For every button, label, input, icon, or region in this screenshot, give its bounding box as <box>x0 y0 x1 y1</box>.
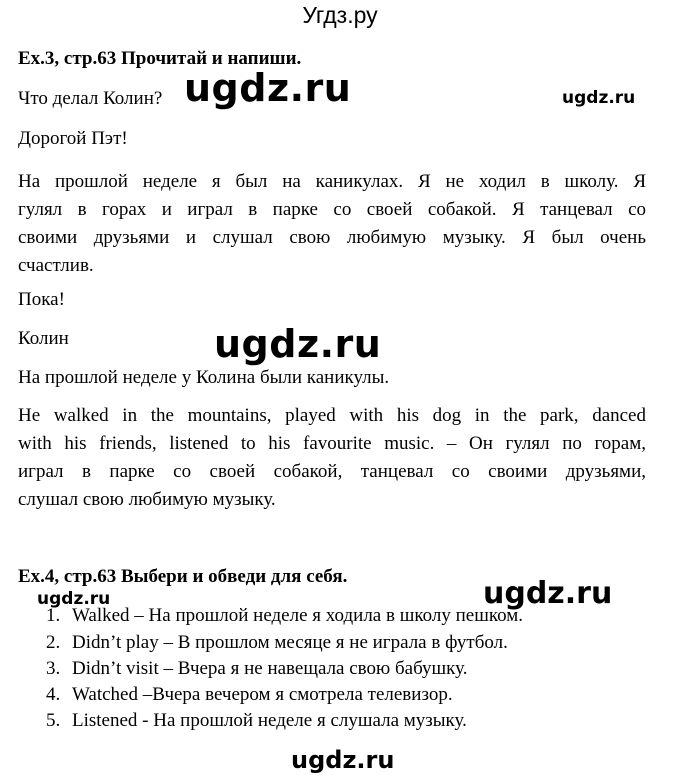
list-number: 4. <box>46 684 61 705</box>
answer-line: with his friends, listened to his favourite music. – Он гулял по горам, <box>18 433 646 454</box>
list-text: Didn’t play – В прошлом месяце я не играла в футбол. <box>72 632 508 653</box>
watermark-top: ugdz.ru <box>184 66 352 110</box>
ex3-answer-ru: На прошлой неделе у Колина были каникулы. <box>18 367 390 388</box>
ex3-greeting: Дорогой Пэт! <box>18 128 128 149</box>
list-text: Didn’t visit – Вчера я не навещала свою бабушку. <box>72 658 468 679</box>
watermark-middle: ugdz.ru <box>214 322 382 366</box>
letter-line: своими друзьями и слушал свою любимую музыку. Я был очень <box>18 227 646 248</box>
list-item <box>46 710 467 732</box>
list-number: 5. <box>46 710 61 731</box>
watermark-small-left: ugdz.ru <box>37 589 111 609</box>
answer-line: He walked in the mountains, played with his dog in the park, danced <box>18 405 646 426</box>
ex3-letter <box>18 168 646 280</box>
list-item <box>46 684 453 706</box>
list-text: Walked – На прошлой неделе я ходила в школу пешком. <box>72 605 523 626</box>
ex3-signature: Колин <box>18 328 69 349</box>
watermark-bottom: ugdz.ru <box>291 746 395 774</box>
list-item <box>46 658 467 680</box>
watermark-small-right: ugdz.ru <box>562 88 636 108</box>
letter-line: гулял в горах и играл в парке со своей собакой. Я танцевал со <box>18 199 646 220</box>
ex3-answer <box>18 402 646 514</box>
list-number: 2. <box>46 632 61 653</box>
list-text: Listened - На прошлой неделе я слушала музыку. <box>72 710 467 731</box>
ex3-bye: Пока! <box>18 289 65 310</box>
watermark-mid-right: ugdz.ru <box>483 576 613 611</box>
list-text: Watched –Вчера вечером я смотрела телевизор. <box>72 684 453 705</box>
list-item <box>46 632 508 654</box>
list-item <box>46 605 523 627</box>
letter-line: На прошлой неделе я был на каникулах. Я не ходил в школу. Я <box>18 171 646 192</box>
answer-line: играл в парке со своей собакой, танцевал со своими друзьями, <box>18 461 646 482</box>
list-number: 3. <box>46 658 61 679</box>
ex3-heading: Ex.3, стр.63 Прочитай и напиши. <box>18 48 302 69</box>
ex3-question: Что делал Колин? <box>18 88 163 109</box>
letter-line: счастлив. <box>18 255 94 276</box>
ex4-heading: Ex.4, стр.63 Выбери и обведи для себя. <box>18 566 348 587</box>
list-number: 1. <box>46 605 61 626</box>
site-header: Угдз.ру <box>302 2 378 28</box>
answer-line: слушал свою любимую музыку. <box>18 489 276 510</box>
